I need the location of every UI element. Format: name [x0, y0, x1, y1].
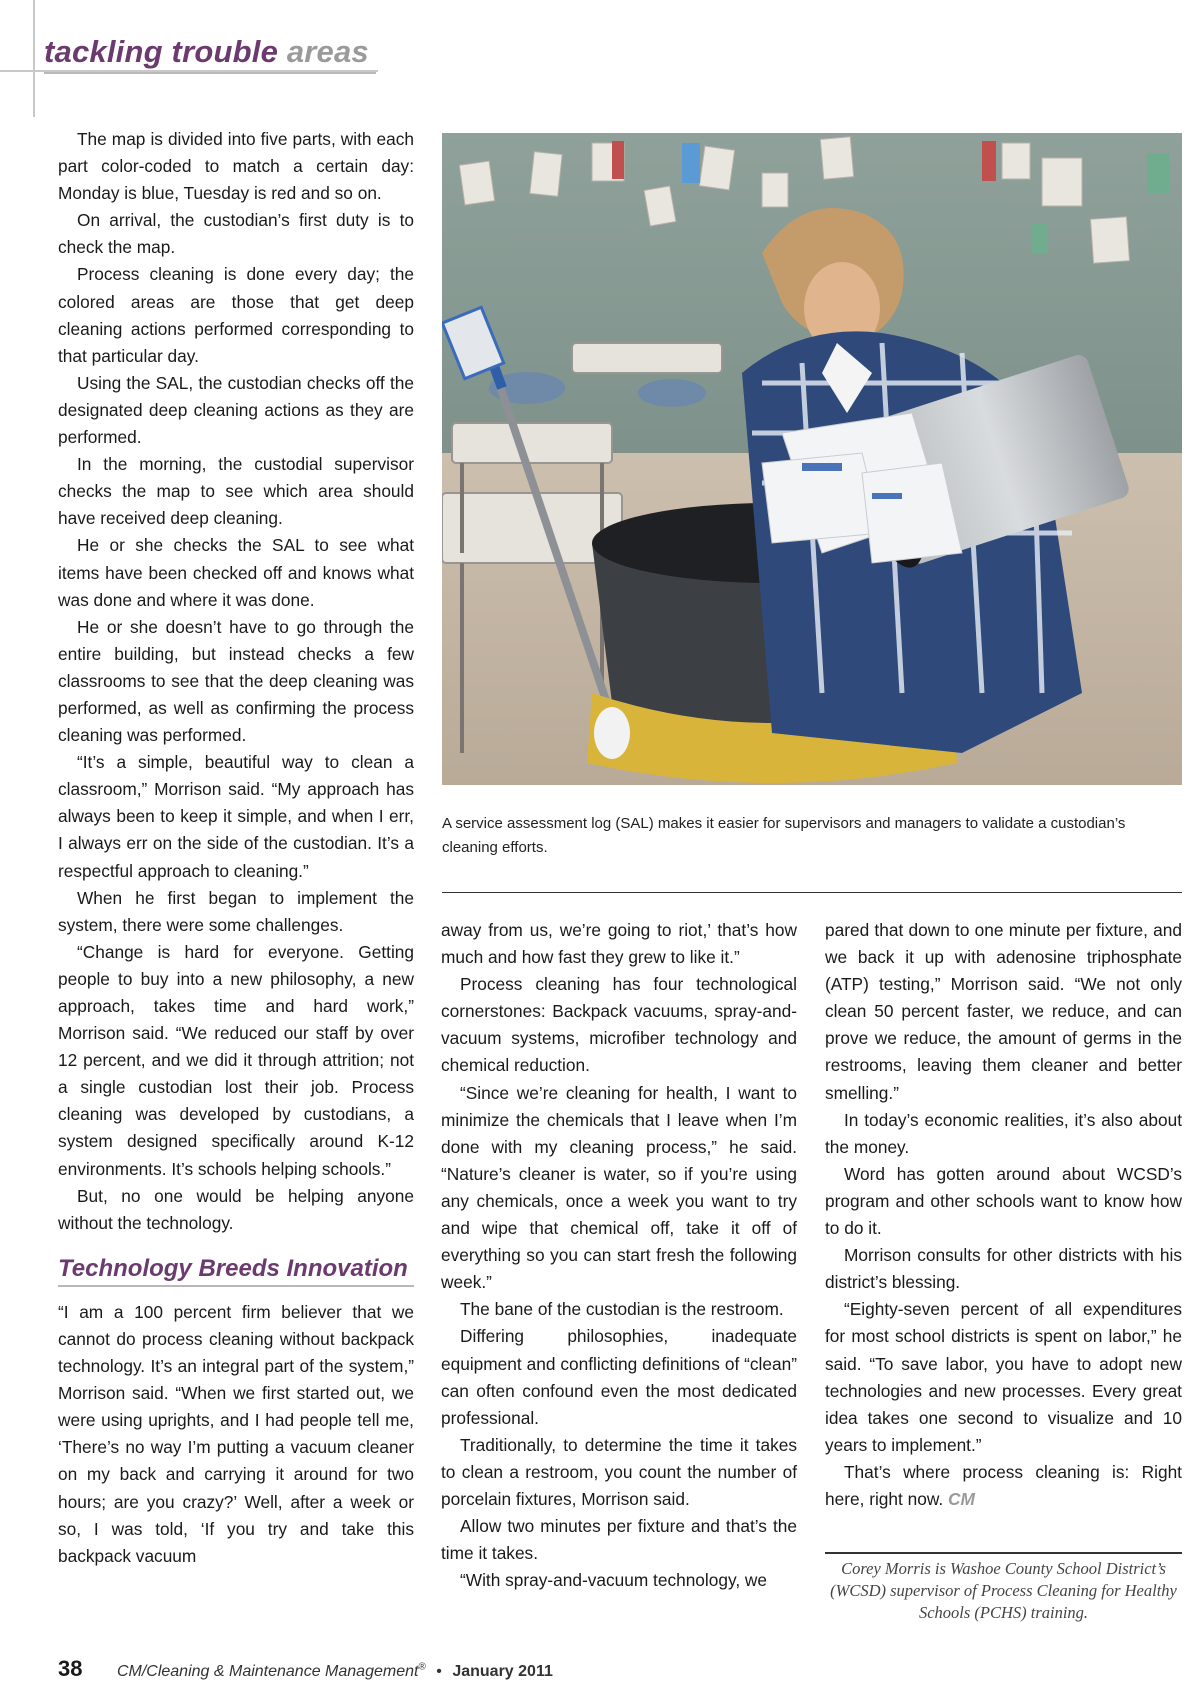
paragraph: Morrison consults for other districts with his district’s blessing.: [825, 1245, 1182, 1293]
paragraph: On arrival, the custodian’s first duty is to check the map.: [58, 210, 414, 258]
paragraph: pared that down to one minute per fixture, and we back it up with adenosine triphosphate (ATP) testing,” Morrison said. “We not only clean 50 percent faster, we reduce, and can prove we reduce, the amount of germs in the restrooms, leaving them cleaner and better smelling.”: [825, 920, 1182, 1103]
custodian-photo: [442, 133, 1182, 785]
paragraph: Allow two minutes per fixture and that’s the time it takes.: [441, 1516, 797, 1564]
publication-name: CM/Cleaning & Maintenance Management: [116, 1663, 419, 1680]
footer-separator: •: [436, 1663, 442, 1680]
paragraph: Process cleaning is done every day; the colored areas are those that get deep cleaning actions performed corresponding to that particular day.: [58, 264, 414, 366]
author-bio: Corey Morris is Washoe County School District’s (WCSD) supervisor of Process Cleaning for Healthy Schools (PCHS) training.: [830, 1559, 1177, 1622]
paragraph: Word has gotten around about WCSD’s program and other schools want to know how to do it.: [825, 1163, 1182, 1239]
final-sentence: That’s where process cleaning is: Right here, right now.: [825, 1461, 1182, 1509]
paragraph: “With spray-and-vacuum technology, we: [460, 1570, 768, 1591]
page-number: 38: [58, 1656, 83, 1681]
registered-mark: ®: [418, 1661, 426, 1673]
cm-signoff: CM: [947, 1488, 975, 1509]
paragraph: The map is divided into five parts, with each part color-coded to match a certain day: Monday is blue, Tuesday is red and so on.: [58, 129, 414, 204]
paragraph: “Change is hard for everyone. Getting people to buy into a new philosophy, a new approach, takes time and hard work,” Morrison said. “We reduced our staff by over 12 percent, and we did it through attrition; not a single custodian lost their job. Process cleaning was developed by custodians, a system designed specifically around K-12 environments. It’s schools helping schools.”: [58, 941, 414, 1179]
paragraph: But, no one would be helping anyone without the technology.: [58, 1185, 414, 1233]
paragraph: He or she checks the SAL to see what items have been checked off and knows what was done and where it was done.: [58, 535, 414, 610]
corner-rule-vertical: [33, 0, 35, 117]
paragraph: “Since we’re cleaning for health, I want to minimize the chemicals that I leave when I’m done with my cleaning process,” he said. “Nature’s cleaner is water, so if you’re using any chemicals, once a week you want to try and wipe that chemical off, take it off of everything so you can start fresh the following week.”: [441, 1082, 797, 1293]
paragraph: In the morning, the custodial supervisor checks the map to see which area should have received deep cleaning.: [58, 454, 414, 529]
paragraph: “I am a 100 percent firm believer that we cannot do process cleaning without backpack technology. It’s an integral part of the system,” Morrison said. “When we first started out, we were using uprights, and I had people tell me, ‘There’s no way I’m putting a vacuum cleaner on my back and carrying it around for two hours; are you crazy?’ Well, after a week or so, I was told, ‘If you try and take this backpack vacuum: [58, 1301, 414, 1566]
paragraph: When he first began to implement the system, there were some challenges.: [58, 887, 414, 935]
subhead-technology: Technology Breeds Innovation: [58, 1255, 414, 1287]
paragraph: Using the SAL, the custodian checks off the designated deep cleaning actions as they are performed.: [58, 372, 414, 448]
paragraph: Differing philosophies, inadequate equipment and conflicting definitions of “clean” can often confound even the most dedicated professional.: [441, 1326, 797, 1428]
section-header-underline: [44, 72, 376, 74]
photo-caption: A service assessment log (SAL) makes it easier for supervisors and managers to validate a custodian’s cleaning efforts.: [442, 815, 1126, 856]
section-header: [44, 34, 369, 70]
article-column-3: [825, 917, 1182, 1513]
paragraph: Traditionally, to determine the time it takes to clean a restroom, you count the number of porcelain fixtures, Morrison said.: [441, 1434, 797, 1509]
paragraph: He or she doesn’t have to go through the entire building, but instead checks a few classrooms to see that the deep cleaning was performed, as well as confirming the process cleaning was performed.: [58, 616, 414, 746]
section-header-primary: tackling trouble: [44, 34, 279, 69]
bio-divider: [825, 1552, 1182, 1554]
paragraph: “It’s a simple, beautiful way to clean a classroom,” Morrison said. “My approach has always been to keep it simple, and when I err, I always err on the side of the custodian. It’s a respectful approach to cleaning.”: [58, 752, 414, 881]
paragraph-final: [825, 1459, 1182, 1513]
paragraph: away from us, we’re going to riot,’ that’s how much and how fast they grew to like it.”: [441, 920, 797, 968]
article-column-1: [58, 126, 414, 1570]
custodian-photo-illustration: [442, 133, 1182, 785]
paragraph: The bane of the custodian is the restroom.: [460, 1299, 784, 1320]
paragraph: In today’s economic realities, it’s also about the money.: [825, 1109, 1182, 1157]
paragraph: Process cleaning has four technological cornerstones: Backpack vacuums, spray-and-vacuum systems, microfiber technology and chemical reduction.: [441, 974, 797, 1076]
issue-date: January 2011: [452, 1663, 553, 1680]
section-header-secondary: areas: [286, 34, 369, 69]
page-footer: [58, 1656, 553, 1682]
paragraph: “Eighty-seven percent of all expenditures for most school districts is spent on labor,” he said. “To save labor, you have to adopt new technologies and new processes. Every great idea takes one second to visualize and 10 years to implement.”: [825, 1299, 1182, 1455]
article-column-2: [441, 917, 797, 1594]
caption-divider: [442, 892, 1182, 893]
